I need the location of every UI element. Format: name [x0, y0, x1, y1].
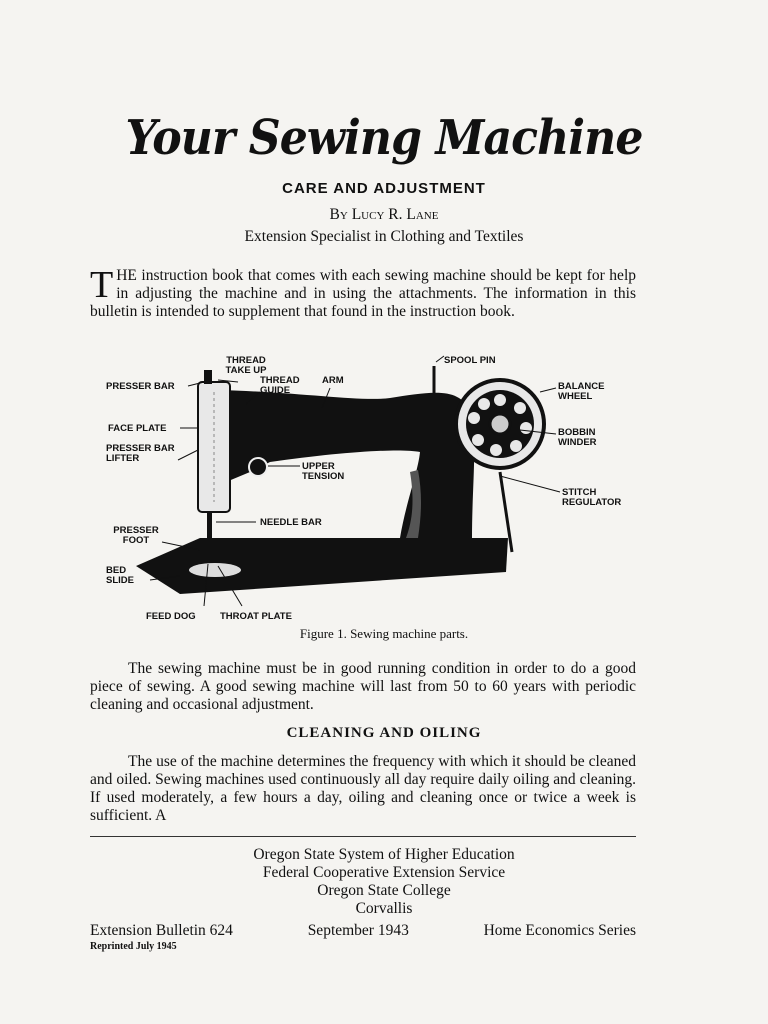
label-bed-slide: BED SLIDE — [106, 565, 134, 586]
bulletin-info-row — [90, 922, 636, 940]
bulletin-date: September 1943 — [307, 922, 409, 939]
figure-caption: Figure 1. Sewing machine parts. — [299, 626, 469, 641]
label-presser-bar-lifter: PRESSER BAR LIFTER — [106, 443, 175, 464]
label-bobbin-winder: BOBBIN WINDER — [558, 427, 597, 448]
bulletin-number: Extension Bulletin 624 — [90, 922, 233, 939]
label-throat-plate: THROAT PLATE — [220, 611, 292, 622]
author-affiliation: Extension Specialist in Clothing and Textiles — [244, 228, 524, 245]
label-presser-bar: PRESSER BAR — [106, 381, 175, 392]
label-feed-dog: FEED DOG — [146, 611, 196, 622]
reprint-note: Reprinted July 1945 — [90, 941, 177, 952]
label-upper-tension: UPPER TENSION — [302, 461, 345, 482]
footer-city: Corvallis — [355, 900, 413, 917]
sewing-machine-figure — [100, 352, 640, 632]
section-heading-cleaning: CLEANING AND OILING — [286, 725, 482, 741]
footer-institution: Oregon State System of Higher Education — [253, 846, 515, 863]
label-thread-take-up: THREAD TAKE UP — [225, 355, 267, 376]
label-spool-pin: SPOOL PIN — [444, 355, 496, 366]
drop-cap: T — [90, 264, 114, 306]
footer-divider — [90, 836, 636, 837]
document-title: Your Sewing Machine — [125, 110, 643, 166]
intro-paragraph — [90, 264, 636, 321]
label-needle-bar: NEEDLE BAR — [260, 517, 322, 528]
bulletin-series: Home Economics Series — [483, 922, 636, 939]
label-thread-guide: THREAD GUIDE — [260, 375, 300, 396]
label-balance-wheel: BALANCE WHEEL — [558, 381, 605, 402]
intro-text: HE instruction book that comes with each sewing machine should be kept for help in adjusting the machine and in using the attachments. The information in this bulletin is intended to supplement that found in the instruction book. — [90, 267, 636, 320]
paragraph-cleaning: The use of the machine determines the frequency with which it should be cleaned and oiled. Sewing machines used continuously all day require daily oiling and cleaning. If used moderately, a few hours a day, oiling and cleaning once or twice a week is sufficient. A — [90, 753, 636, 824]
label-stitch-regulator: STITCH REGULATOR — [562, 487, 622, 508]
author-line: By Lucy R. Lane — [329, 206, 439, 223]
label-face-plate: FACE PLATE — [108, 423, 167, 434]
footer-college: Oregon State College — [317, 882, 451, 899]
paragraph-condition: The sewing machine must be in good running condition in order to do a good piece of sewing. A good sewing machine will last from 50 to 60 years with periodic cleaning and occasional adjustment. — [90, 660, 636, 713]
footer-service: Federal Cooperative Extension Service — [262, 864, 506, 881]
label-presser-foot: PRESSER FOOT — [113, 525, 159, 546]
label-arm: ARM — [322, 375, 344, 386]
document-subtitle: CARE AND ADJUSTMENT — [282, 180, 486, 197]
